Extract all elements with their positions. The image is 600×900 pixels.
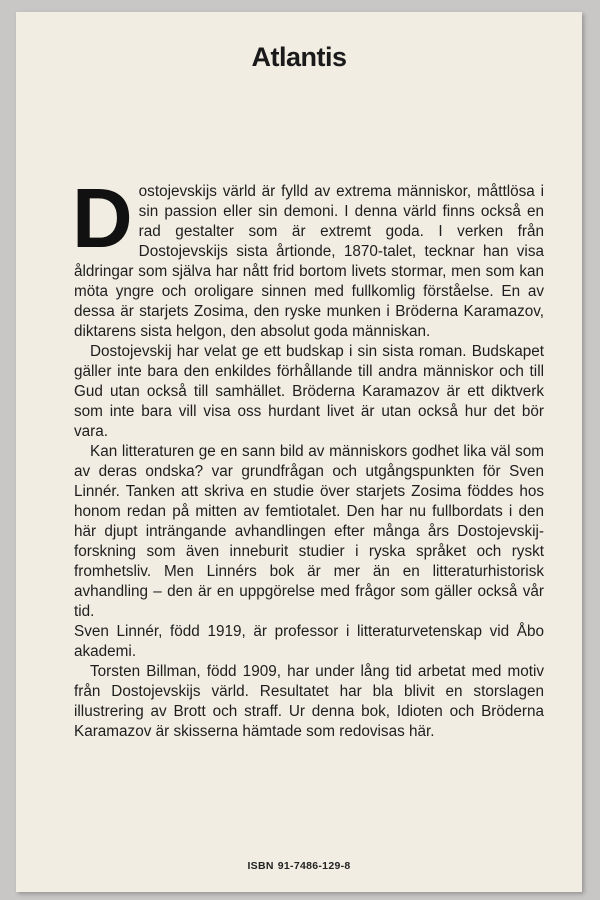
blurb-paragraph-1-text: ostojevskijs värld är fylld av extrema människor, måttlösa i sin passion eller sin demoni. I denna värld finns också en rad gestalter som är extremt goda. I verken från Dostojevskijs sista årtionde, 1870-talet, tecknar han visa åldringar som själva har nått frid bortom livets stormar, men som kan möta yngre och oroligare sinnen med fullkomlig förståelse. En av dessa är starjets Zosima, den ryske munken i Bröderna Karamazov, diktarens sista helgon, den absolut goda människan. (74, 183, 544, 340)
blurb-paragraph-3: Kan litteraturen ge en sann bild av människors godhet lika väl som av deras ondska? var grundfrågan och utgångspunkten för Sven Linnér. Tanken att skriva en studie över starjets Zosima föddes hos honom redan på mitten av femtiotalet. Den har nu fullbordats i den här djupt inträngande avhandlingen efter många års Dostojevskij-forskning som även inneburit studier i ryska språket och ryskt fromhetsliv. Men Linnérs bok är mer än en litteraturhistorisk avhandling – den är en uppgörelse med frågor som gäller också vår tid. (74, 443, 544, 620)
drop-cap: D (72, 171, 133, 265)
publisher-name: Atlantis (251, 42, 347, 72)
isbn-number: 91-7486-129-8 (277, 860, 351, 872)
blurb-paragraph-2: Dostojevskij har velat ge ett budskap i sin sista roman. Budskapet gäller inte bara den enkildes förhållande till andra människor och till Gud utan också till samhället. Bröderna Karamazov är ett diktverk som inte bara vill visa oss hurdant livet är utan också hur det bör vara. (74, 343, 544, 440)
blurb-text (72, 171, 544, 742)
illustrator-bio: Torsten Billman, född 1909, har under lång tid arbetat med motiv från Dostojevskijs värld. Resultatet har bla blivit en storslagen illustrering av Brott och straff. Ur denna bok, Idioten och Bröderna Karamazov är skisserna hämtade som redovisas här. (74, 663, 544, 740)
author-bio: Sven Linnér, född 1919, är professor i litteraturvetenskap vid Åbo akademi. (74, 623, 544, 660)
book-back-cover (16, 12, 582, 892)
isbn-line (16, 860, 582, 872)
blurb-paragraph-1 (72, 171, 544, 342)
isbn-label: ISBN (247, 860, 274, 872)
